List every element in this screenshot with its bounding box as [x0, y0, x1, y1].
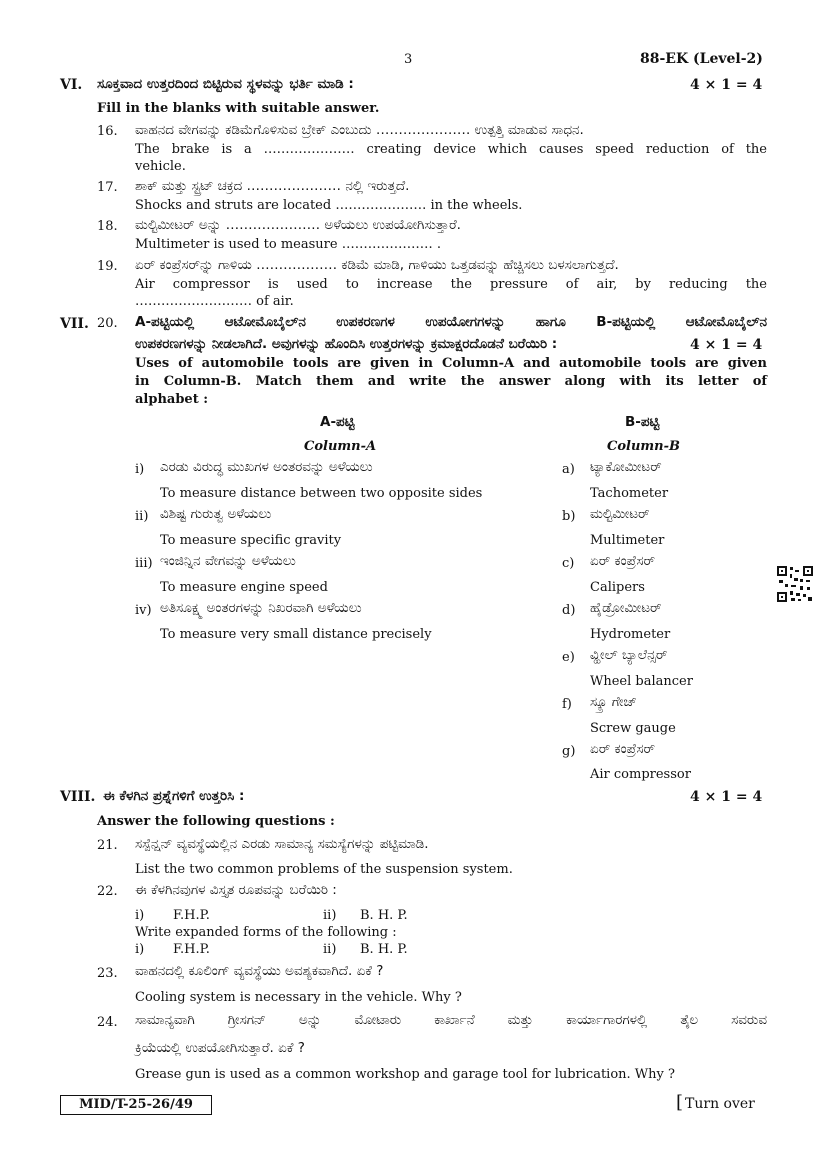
column-b-title-kn: B-ಪಟ್ಟಿ [625, 414, 660, 430]
q16-english-line1: The brake is a ………………… creating device which causes speed reduction of the [135, 142, 767, 157]
col-a-label: i) [135, 462, 145, 477]
q22-kannada: ಈ ಕೆಳಗಿನವುಗಳ ವಿಸ್ತೃತ ರೂಪವನ್ನು ಬರೆಯಿರಿ : [135, 882, 337, 898]
section-vii-marks: 4 × 1 = 4 [690, 337, 763, 353]
q22-en-option-ii-value: B. H. P. [360, 942, 408, 957]
col-a-kn: ಎರಡು ವಿರುದ್ಧ ಮುಖಗಳ ಅಂತರವನ್ನು ಅಳೆಯಲು [160, 459, 373, 475]
q24-number: 24. [97, 1015, 118, 1030]
q22-number: 22. [97, 884, 118, 899]
q22-en-option-i-value: F.H.P. [173, 942, 210, 957]
q21-number: 21. [97, 838, 118, 853]
section-viii-number: VIII. [60, 789, 96, 805]
q24-kannada-line1: ಸಾಮಾನ್ಯವಾಗಿ ಗ್ರೀಸಗನ್ ಅನ್ನು ಮೋಟಾರು ಕಾರ್ಖಾನೆ ಮತ್ತು ಕಾರ್ಯಾಗಾರಗಳಲ್ಲಿ ತೈಲ ಸವರುವ [135, 1012, 767, 1028]
col-b-en: Calipers [590, 580, 645, 595]
col-b-kn: ವ್ಹೀಲ್ ಬ್ಯಾಲೆನ್ಸರ್ [590, 647, 668, 663]
column-b-title-en: Column-B [607, 439, 680, 454]
paper-code: 88-EK (Level-2) [640, 51, 763, 67]
col-b-en: Screw gauge [590, 721, 676, 736]
turn-over-label: [ Turn over [676, 1092, 755, 1113]
section-viii-title-kn: ಈ ಕೆಳಗಿನ ಪ್ರಶ್ನೆಗಳಿಗೆ ಉತ್ತರಿಸಿ : [103, 788, 245, 804]
col-b-label: e) [562, 650, 575, 665]
col-b-kn: ಸ್ಕ್ರೂ ಗೇಜ್ [590, 694, 637, 710]
section-viii-title-en: Answer the following questions : [97, 814, 335, 829]
q18-number: 18. [97, 219, 118, 234]
col-b-label: a) [562, 462, 575, 477]
q20-number: 20. [97, 316, 118, 331]
col-b-en: Tachometer [590, 486, 669, 501]
col-b-en: Air compressor [590, 767, 691, 782]
q20-kannada-line1: A-ಪಟ್ಟಿಯಲ್ಲಿ ಆಟೋಮೊಬೈಲ್‌ನ ಉಪಕರಣಗಳ ಉಪಯೋಗಗಳನ್ನು ಹಾಗೂ B-ಪಟ್ಟಿಯಲ್ಲಿ ಆಟೋಮೊಬೈಲ್‌ನ [135, 314, 767, 330]
col-b-en: Multimeter [590, 533, 665, 548]
q19-english-line1: Air compressor is used to increase the pressure of air, by reducing the [135, 277, 767, 292]
q19-number: 19. [97, 259, 118, 274]
col-a-en: To measure very small distance precisely [160, 627, 432, 642]
q22-kn-option-ii-value: B. H. P. [360, 908, 408, 923]
col-b-label: d) [562, 603, 576, 618]
col-b-kn: ಏರ್ ಕಂಪ್ರೆಸರ್ [590, 553, 656, 569]
col-b-label: f) [562, 697, 572, 712]
footer-code: MID/T-25-26/49 [60, 1095, 212, 1115]
q24-english: Grease gun is used as a common workshop and garage tool for lubrication. Why ? [135, 1067, 675, 1082]
q22-kn-option-i-value: F.H.P. [173, 908, 210, 923]
section-viii-marks: 4 × 1 = 4 [690, 789, 763, 805]
col-b-label: c) [562, 556, 575, 571]
q19-english-line2: ……………………… of air. [135, 294, 294, 309]
col-b-kn: ಹೈಡ್ರೋಮೀಟರ್ [590, 600, 662, 616]
col-a-kn: ಅತಿಸೂಕ್ಷ್ಮ ಅಂತರಗಳನ್ನು ನಿಖರವಾಗಿ ಅಳೆಯಲು [160, 600, 362, 616]
col-a-en: To measure engine speed [160, 580, 328, 595]
q20-english-line2: in Column-B. Match them and write the answer along with its letter of [135, 374, 767, 389]
q18-english: Multimeter is used to measure ………………… . [135, 237, 441, 252]
q22-english: Write expanded forms of the following : [135, 925, 397, 940]
column-a-title-kn: A-ಪಟ್ಟಿ [320, 414, 355, 430]
q17-number: 17. [97, 180, 118, 195]
q22-kn-option-ii-label: ii) [323, 908, 337, 923]
col-a-label: iv) [135, 603, 152, 618]
section-vi-title-en: Fill in the blanks with suitable answer. [97, 101, 380, 116]
q17-english: Shocks and struts are located ………………… in the wheels. [135, 198, 523, 213]
q18-kannada: ಮಲ್ಟಿಮೀಟರ್ ಅನ್ನು ………………… ಅಳೆಯಲು ಉಪಯೋಗಿಸುತ್ತಾರೆ. [135, 217, 461, 233]
q22-kn-option-i-label: i) [135, 908, 145, 923]
q16-english-line2: vehicle. [135, 159, 186, 174]
q19-kannada: ಏರ್ ಕಂಪ್ರೆಸರ್‌ನ್ನು ಗಾಳಿಯ ……………… ಕಡಿಮೆ ಮಾಡಿ, ಗಾಳಿಯು ಒತ್ತಡವನ್ನು ಹೆಚ್ಚಿಸಲು ಬಳಸಲಾಗುತ್ತದೆ. [135, 257, 619, 273]
q21-kannada: ಸಸ್ಪೆನ್ಷನ್ ವ್ಯವಸ್ಥೆಯಲ್ಲಿನ ಎರಡು ಸಾಮಾನ್ಯ ಸಮಸ್ಯೆಗಳನ್ನು ಪಟ್ಟಿಮಾಡಿ. [135, 836, 429, 852]
col-b-kn: ಏರ್ ಕಂಪ್ರೆಸರ್ [590, 741, 656, 757]
q22-en-option-i-label: i) [135, 942, 145, 957]
q21-english: List the two common problems of the suspension system. [135, 862, 513, 877]
col-b-label: b) [562, 509, 576, 524]
col-b-label: g) [562, 744, 576, 759]
q24-kannada-line2: ಕ್ರಿಯೆಯಲ್ಲಿ ಉಪಯೋಗಿಸುತ್ತಾರೆ. ಏಕೆ ? [135, 1040, 305, 1056]
section-vi-marks: 4 × 1 = 4 [690, 77, 763, 93]
section-vi-number: VI. [60, 77, 83, 93]
q20-english-line3: alphabet : [135, 392, 209, 407]
qr-code [776, 565, 814, 603]
q23-kannada: ವಾಹನದಲ್ಲಿ ಕೂಲಿಂಗ್ ವ್ಯವಸ್ಥೆಯು ಅವಶ್ಯಕವಾಗಿದೆ. ಏಕೆ ? [135, 963, 384, 979]
q22-en-option-ii-label: ii) [323, 942, 337, 957]
col-a-kn: ಇಂಜಿನ್ನಿನ ವೇಗವನ್ನು ಅಳೆಯಲು [160, 553, 296, 569]
col-b-kn: ಮಲ್ಟಿಮೀಟರ್ [590, 506, 650, 522]
column-a-title-en: Column-A [304, 439, 377, 454]
q20-english-line1: Uses of automobile tools are given in Column-A and automobile tools are given [135, 356, 767, 371]
section-vi-title-kn: ಸೂಕ್ತವಾದ ಉತ್ತರದಿಂದ ಬಿಟ್ಟಿರುವ ಸ್ಥಳವನ್ನು ಭರ್ತಿ ಮಾಡಿ : [97, 76, 354, 92]
col-b-kn: ಟ್ಯಾಕೋಮೀಟರ್ [590, 459, 662, 475]
q23-english: Cooling system is necessary in the vehicle. Why ? [135, 990, 462, 1005]
col-a-en: To measure specific gravity [160, 533, 342, 548]
col-a-label: ii) [135, 509, 149, 524]
col-b-en: Wheel balancer [590, 674, 693, 689]
q17-kannada: ಶಾಕ್ ಮತ್ತು ಸ್ಟ್ರಟ್ ಚಕ್ರದ ………………… ನಲ್ಲಿ ಇರುತ್ತದೆ. [135, 178, 410, 194]
q16-number: 16. [97, 124, 118, 139]
page-number: 3 [404, 52, 413, 67]
q23-number: 23. [97, 966, 118, 981]
q16-kannada: ವಾಹನದ ವೇಗವನ್ನು ಕಡಿಮೆಗೊಳಿಸುವ ಬ್ರೇಕ್ ಎಂಬುದು ………………… ಉತ್ಪತ್ತಿ ಮಾಡುವ ಸಾಧನ. [135, 122, 584, 138]
col-a-kn: ವಿಶಿಷ್ಟ ಗುರುತ್ವ ಅಳೆಯಲು [160, 506, 272, 522]
section-vii-number: VII. [60, 316, 89, 332]
q20-kannada-line2: ಉಪಕರಣಗಳನ್ನು ನೀಡಲಾಗಿದೆ. ಅವುಗಳನ್ನು ಹೊಂದಿಸಿ ಉತ್ತರಗಳನ್ನು ಕ್ರಮಾಕ್ಷರದೊಡನೆ ಬರೆಯಿರಿ : [135, 336, 558, 352]
col-a-en: To measure distance between two opposite sides [160, 486, 483, 501]
col-b-en: Hydrometer [590, 627, 671, 642]
col-a-label: iii) [135, 556, 153, 571]
